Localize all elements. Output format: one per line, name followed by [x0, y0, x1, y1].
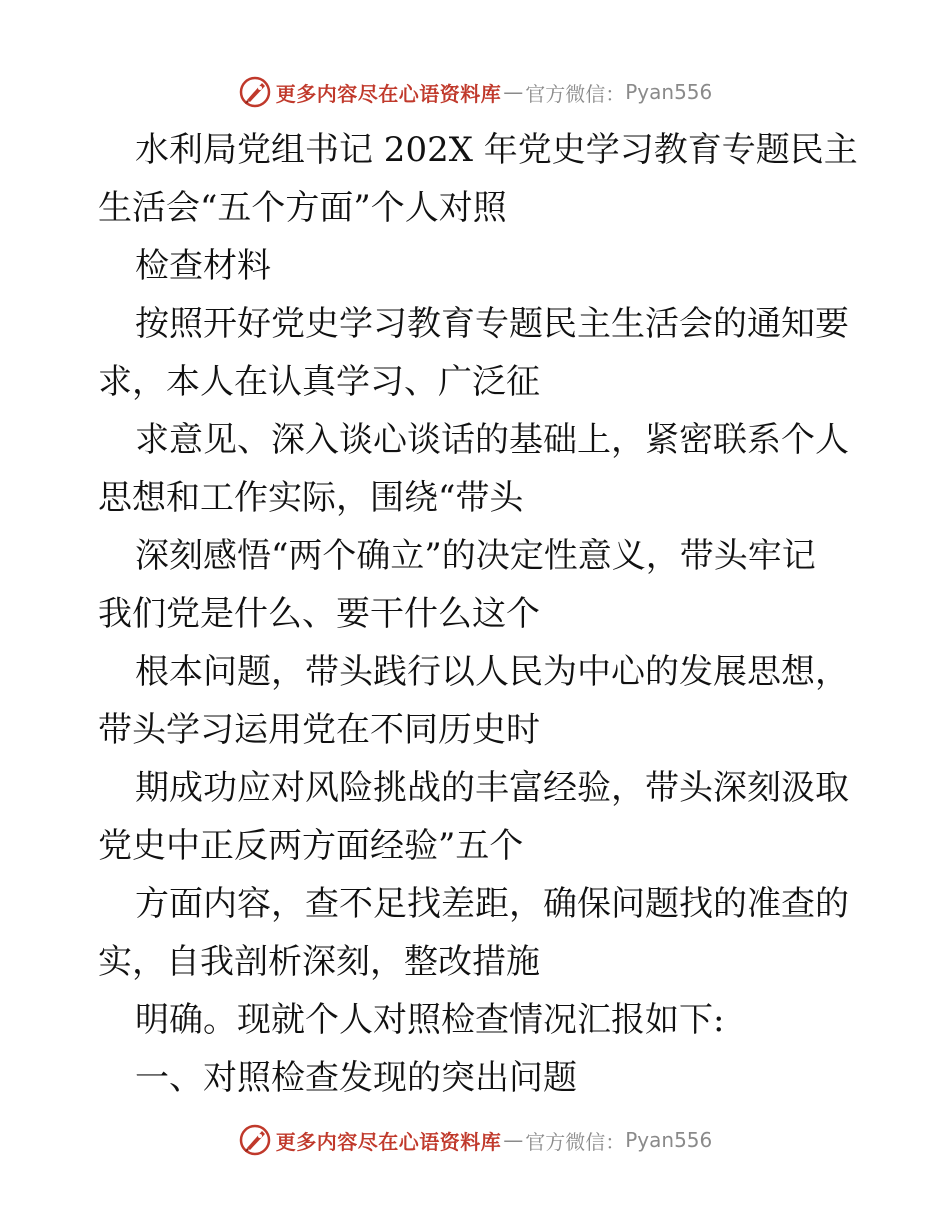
document-title-line-2: 生活会“五个方面”个人对照: [98, 188, 507, 228]
watermark-site-text: 更多内容尽在心语资料库: [275, 81, 502, 106]
document-title-line-3: 检查材料: [135, 246, 271, 286]
watermark-wechat-id: Pyan556: [625, 1128, 713, 1152]
watermark-wechat-label: 官方微信：: [525, 81, 626, 106]
paragraph-line: 求，本人在认真学习、广泛征: [98, 362, 540, 402]
header-watermark: [0, 72, 950, 112]
paragraph-line: 实，自我剖析深刻，整改措施: [98, 942, 540, 982]
watermark-dash: —: [503, 1128, 522, 1152]
paragraph-line: 根本问题，带头践行以人民为中心的发展思想，: [135, 652, 849, 692]
paragraph-line: 党史中正反两方面经验”五个: [98, 826, 524, 866]
paragraph-line: 带头学习运用党在不同历史时: [98, 710, 540, 750]
paragraph-line: 按照开好党史学习教育专题民主生活会的通知要: [135, 304, 849, 344]
footer-watermark: [0, 1120, 950, 1160]
section-heading: 一、对照检查发现的突出问题: [135, 1058, 577, 1098]
quill-pen-logo-icon: [238, 75, 272, 109]
paragraph-line: 明确。现就个人对照检查情况汇报如下:: [135, 1000, 725, 1040]
paragraph-line: 期成功应对风险挑战的丰富经验，带头深刻汲取: [135, 768, 849, 808]
watermark-wechat-label: 官方微信：: [525, 1129, 626, 1154]
watermark-dash: —: [503, 80, 522, 104]
paragraph-line: 我们党是什么、要干什么这个: [98, 594, 540, 634]
paragraph-line: 深刻感悟“两个确立”的决定性意义，带头牢记: [135, 536, 816, 576]
quill-pen-logo-icon: [238, 1123, 272, 1157]
paragraph-line: 思想和工作实际，围绕“带头: [98, 478, 524, 518]
paragraph-line: 方面内容，查不足找差距，确保问题找的准查的: [135, 884, 849, 924]
watermark-site-text: 更多内容尽在心语资料库: [275, 1129, 502, 1154]
paragraph-line: 求意见、深入谈心谈话的基础上，紧密联系个人: [135, 420, 849, 460]
document-title-line-1: 水利局党组书记 202X 年党史学习教育专题民主: [135, 130, 858, 170]
watermark-wechat-id: Pyan556: [625, 80, 713, 104]
